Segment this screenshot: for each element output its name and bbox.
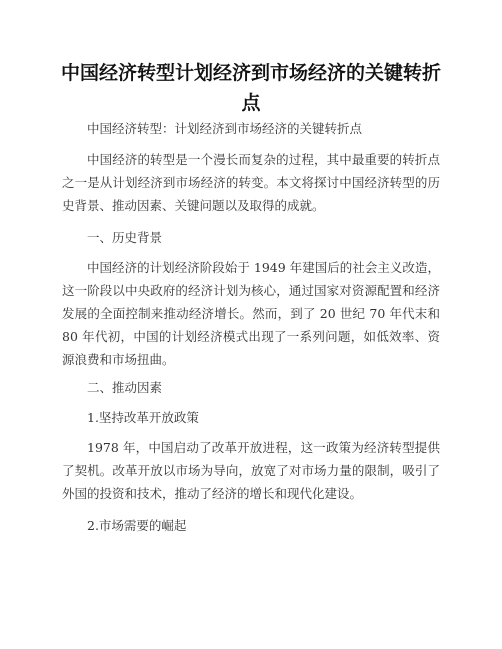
section-heading-drivers: 二、推动因素 <box>87 380 163 395</box>
document-title: 中国经济转型计划经济到市场经济的关键转折点 <box>60 62 441 114</box>
history-paragraph: 中国经济的计划经济阶段始于 1949 年建国后的社会主义改造，这一阶段以中央政府的经济计划为核心，通过国家对资源配置和经济发展的全面控制来推动经济增长。然而，到了 20 世纪 70 年代末和 80 年代初，中国的计划经济模式出现了一系列问题，如低效率、资源浪费和市场扭曲。 <box>62 260 440 367</box>
item-heading-market: 2.市场需要的崛起 <box>87 518 187 533</box>
item-heading-reform: 1.坚持改革开放政策 <box>87 410 199 425</box>
document-subtitle: 中国经济转型：计划经济到市场经济的关键转折点 <box>87 121 363 136</box>
intro-paragraph: 中国经济的转型是一个漫长而复杂的过程，其中最重要的转折点之一是从计划经济到市场经济的转变。本文将探讨中国经济转型的历史背景、推动因素、关键问题以及取得的成就。 <box>62 152 440 213</box>
reform-paragraph: 1978 年，中国启动了改革开放进程，这一政策为经济转型提供了契机。改革开放以市场为导向，放宽了对市场力量的限制，吸引了外国的投资和技术，推动了经济的增长和现代化建设。 <box>62 440 440 501</box>
section-heading-history: 一、历史背景 <box>87 230 163 245</box>
